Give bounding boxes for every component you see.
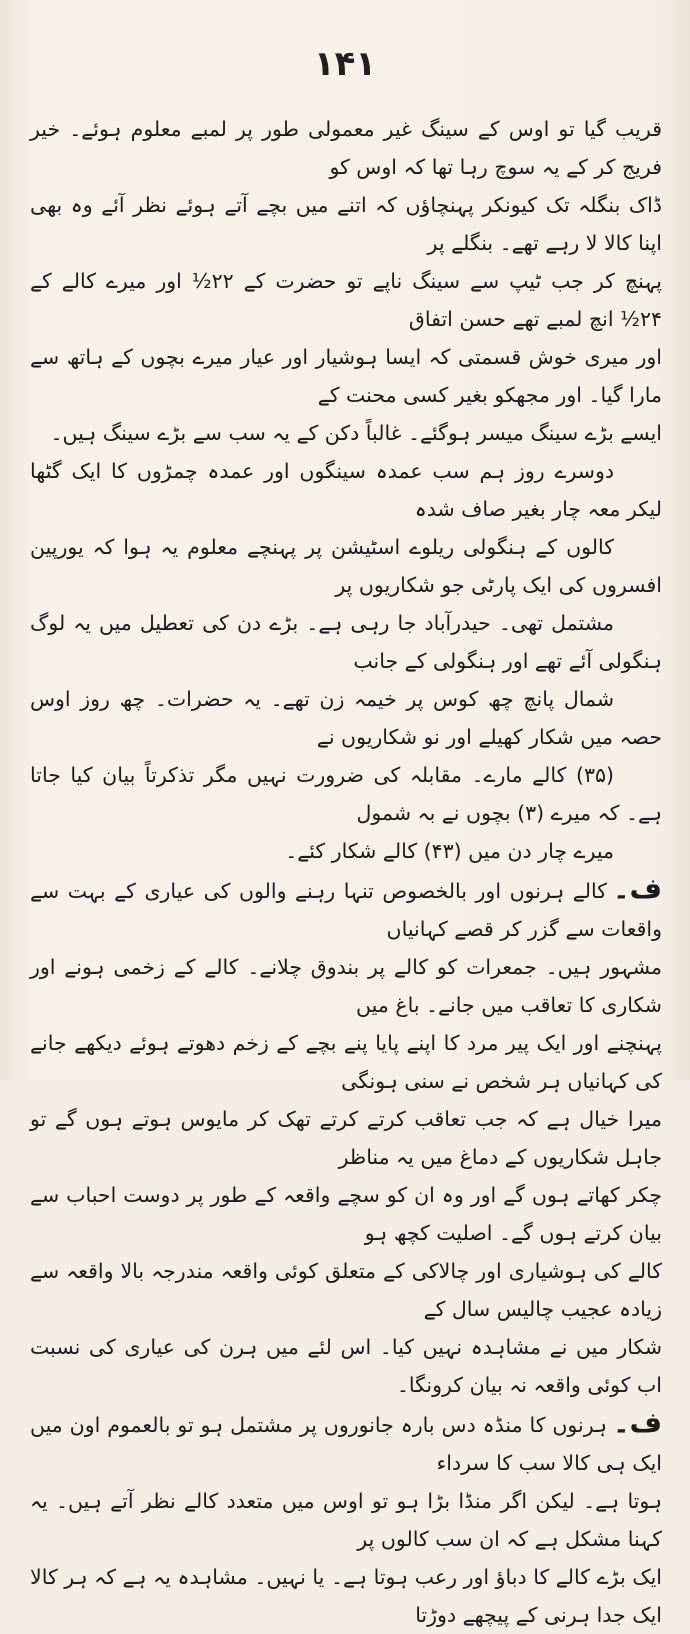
text-line: میرے چار دن میں (۴۳) کالے شکار کئے۔ (285, 839, 614, 863)
text-line-content: ہرنوں کا منڈہ دس بارہ جانوروں پر مشتمل ہو تو بالعموم اون میں ایک ہی کالا سب کا سرداء (30, 1413, 662, 1475)
text-line (30, 1404, 662, 1482)
text-line-content: کالے ہرنوں اور بالخصوص تنہا رہنے والوں کی عیاری کے بہت سے واقعات سے گزر کر قصے کہانیاں (30, 879, 662, 941)
text-line: ڈاک بنگلہ تک کیونکر پہنچاؤں کہ اتنے میں بچے آتے ہوئے نظر آئے وہ بھی اپنا کالا لا رہے تھے۔ بنگلے پر (30, 193, 662, 255)
text-line: ہوتا ہے۔ لیکن اگر منڈا بڑا ہو تو اوس میں متعدد کالے نظر آتے ہیں۔ یہ کہنا مشکل ہے کہ ان سب کالوں پر (30, 1489, 662, 1551)
page-body (30, 110, 662, 1634)
page-number: ۱۴۱ (313, 44, 377, 84)
text-line: چکر کھاتے ہوں گے اور وہ ان کو سچے واقعہ کے طور پر دوست احباب سے بیان کرتے ہوں گے۔ اصلیت کچھ ہو (30, 1183, 662, 1245)
paragraph-marker: ف۔ (613, 872, 662, 905)
paragraph-3 (30, 870, 662, 1404)
text-line (30, 870, 662, 948)
paragraph-4 (30, 1404, 662, 1634)
paragraph-marker: ف۔ (613, 1406, 662, 1439)
text-line: پہنچ کر جب ٹیپ سے سینگ ناپے تو حضرت کے ۲۲½ اور میرے کالے کے ۲۴½ انچ لمبے تھے حسن اتفاق (30, 269, 662, 331)
text-line: کالوں کے ہنگولی ریلوے اسٹیشن پر پہنچے معلوم یہ ہوا کہ یورپین افسروں کی ایک پارٹی جو شکاریوں پر (30, 535, 662, 597)
text-line: میرا خیال ہے کہ جب تعاقب کرتے کرتے تھک کر مایوس ہوتے ہوں گے تو جاہل شکاریوں کے دماغ میں یہ مناظر (30, 1107, 662, 1169)
text-line: شکار میں نے مشاہدہ نہیں کیا۔ اس لئے میں ہرن کی عیاری کی نسبت اب کوئی واقعہ نہ بیان کرونگا۔ (30, 1335, 662, 1397)
text-line: کالے کی ہوشیاری اور چالاکی کے متعلق کوئی واقعہ مندرجہ بالا واقعہ سے زیادہ عجیب چالیس سال کے (30, 1259, 662, 1321)
paragraph-1 (30, 110, 662, 452)
text-line: قریب گیا تو اوس کے سینگ غیر معمولی طور پر لمبے معلوم ہوئے۔ خیر فریج کر کے یہ سوچ رہا تھا کہ اوس کو (30, 117, 662, 179)
text-line: ایک بڑے کالے کا دباؤ اور رعب ہوتا ہے۔ یا نہیں۔ مشاہدہ یہ ہے کہ ہر کالا ایک جدا ہرنی کے پیچھے دوڑتا (30, 1565, 662, 1627)
paragraph-2 (30, 452, 662, 870)
text-line: دوسرے روز ہم سب عمدہ سینگوں اور عمدہ چمڑوں کا ایک گٹھا لیکر معہ چار بغیر صاف شدہ (30, 459, 662, 521)
text-line: ایسے بڑے سینگ میسر ہوگئے۔ غالباً دکن کے یہ سب سے بڑے سینگ ہیں۔ (50, 421, 662, 445)
text-line: مشتمل تھی۔ حیدرآباد جا رہی ہے۔ بڑے دن کی تعطیل میں یہ لوگ ہنگولی آئے تھے اور ہنگولی کے جانب (30, 611, 662, 673)
text-line: پہنچنے اور ایک پیر مرد کا اپنے پایا پنے بچے کے زخم دھوتے ہوئے دیکھے جانے کی کہانیاں ہر شخص نے سنی ہونگی (30, 1031, 662, 1093)
text-line: (۳۵) کالے مارے۔ مقابلہ کی ضرورت نہیں مگر تذکرتاً بیان کیا جاتا ہے۔ کہ میرے (۳) بچوں نے بہ شمول (30, 763, 662, 825)
text-line: اور میری خوش قسمتی کہ ایسا ہوشیار اور عیار میرے بچوں کے ہاتھ سے مارا گیا۔ اور مجھکو بغیر کسی محنت کے (30, 345, 662, 407)
text-line: شمال پانچ چھ کوس پر خیمہ زن تھے۔ یہ حضرات۔ چھ روز اوس حصہ میں شکار کھیلے اور نو شکاریوں نے (30, 687, 662, 749)
text-line: مشہور ہیں۔ جمعرات کو کالے پر بندوق چلانے۔ کالے کے زخمی ہونے اور شکاری کا تعاقب میں جانے۔ باغ میں (30, 955, 662, 1017)
